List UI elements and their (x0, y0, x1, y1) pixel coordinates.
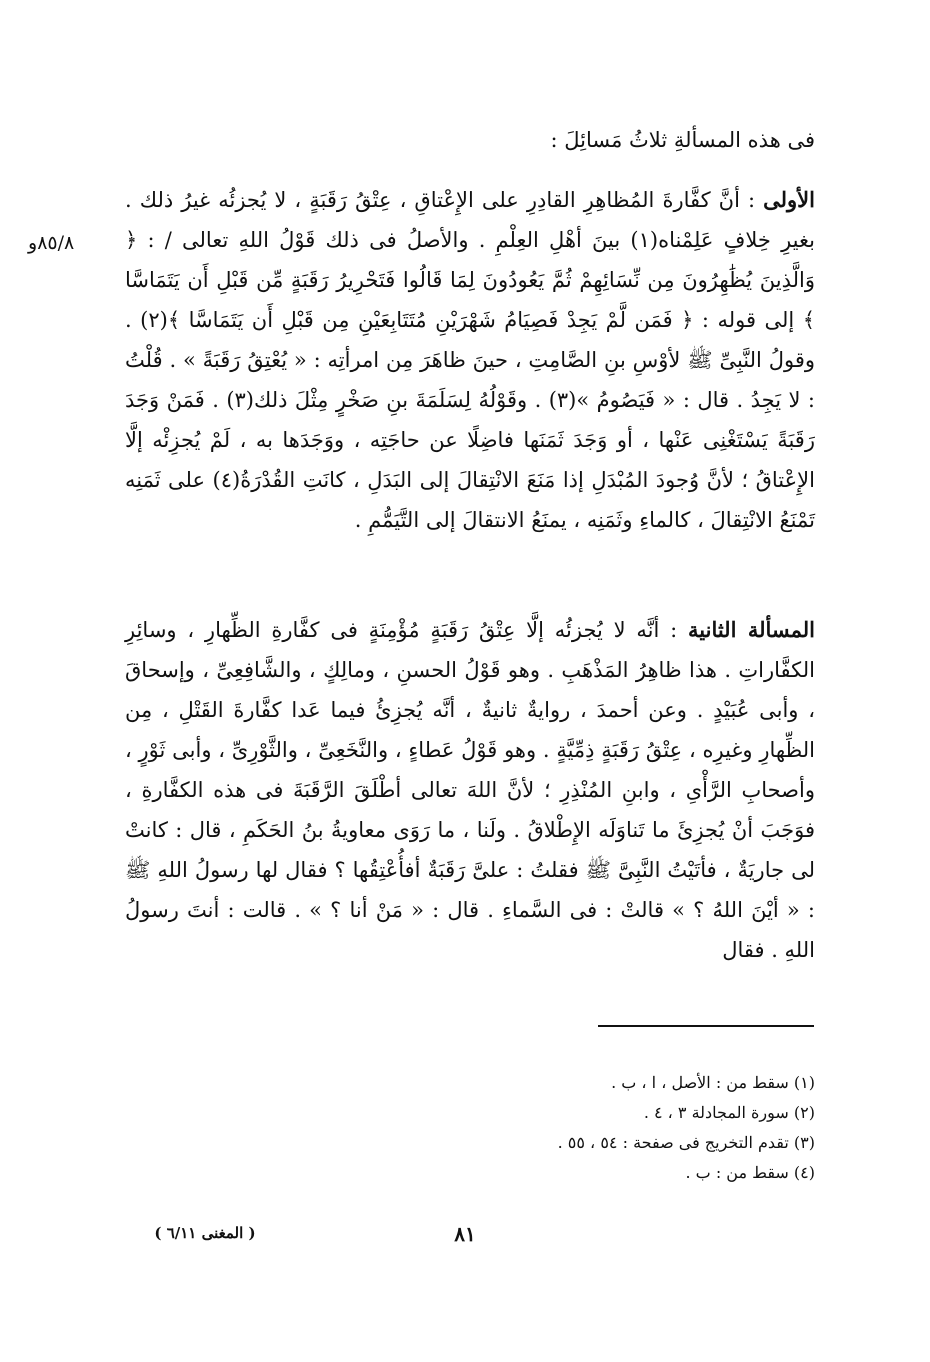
second-issue-paragraph (125, 610, 815, 970)
intro-line: فى هذه المسألةِ ثلاثُ مَسائِلَ : (550, 128, 815, 152)
margin-folio-note: ٨٥/٨و (28, 232, 75, 254)
footnote-item: (١) سقط من : الأصل ، ا ، ب . (611, 1073, 815, 1092)
footnote-separator (598, 1025, 814, 1027)
footnotes (420, 1068, 815, 1188)
volume-signature: ( المغنى ٦/١١ ) (154, 1224, 256, 1242)
first-issue-text: : أنَّ كفَّارةَ المُظاهِرِ القادِرِ على الإِعْتاقِ ، عِتْقُ رَقَبَةٍ ، لا يُجزئُه غيرُ ذلك . بغيرِ خِلافٍ عَلِمْناه(١) بينَ أهْلِ العِلْمِ . والأصلُ فى ذلك قَوْلُ اللهِ تعالى / : ﴿ وَالَّذِينَ يُظَٰهِرُونَ مِن نِّسَائِهِمْ ثُمَّ يَعُودُونَ لِمَا قَالُوا فَتَحْرِيرُ رَقَبَةٍ مِّن قَبْلِ أَن يَتَمَاسَّا ﴾ إلى قوله : ﴿ فَمَن لَّمْ يَجِدْ فَصِيَامُ شَهْرَيْنِ مُتَتَابِعَيْنِ مِن قَبْلِ أَن يَتَمَاسَّا ﴾(٢) . وقولُ النَّبِىِّ ﷺ لأوْسِ بنِ الصَّامِتِ ، حينَ ظاهَرَ مِن امرأتِه : « يُعْتِقُ رَقَبَةً » . قُلْتُ : لا يَجِدُ . قال : « فَيَصُومُ »(٣) . وقَوْلُهُ لِسَلَمَةَ بنِ صَخْرٍ مِثْلَ ذلك(٣) . فَمَنْ وَجَدَ رَقَبَةً يَسْتَغْنِى عَنْها ، أو وَجَدَ ثَمَنَها فاضِلًا عن حاجَتِه ، ووَجَدَها به ، لَمْ يُجزِئْه إلَّا الإِعْتاقُ ؛ لأنَّ وُجودَ المُبْدَلِ إذا مَنَعَ الانْتِقالَ إلى البَدَلِ ، كانَتِ القُدْرَةُ(٤) على ثَمَنِه تَمْنَعُ الانْتِقالَ ، كالماءِ وثَمَنِه ، يمنَعُ الانتقالَ إلى التَّيَمُّمِ . (125, 188, 816, 532)
footnote-item: (٤) سقط من : ب . (685, 1163, 815, 1182)
page-number: ٨١ (454, 1222, 476, 1246)
first-issue-heading: الأولى (763, 187, 815, 212)
footnote-item: (٣) تقدم التخريج فى صفحة : ٥٤ ، ٥٥ . (557, 1133, 815, 1152)
second-issue-text: : أنَّه لا يُجزئُه إلَّا عِتْقُ رَقَبَةٍ مُؤْمِنَةٍ فى كفَّارةِ الظِّهارِ ، وسائِرِ الكفَّاراتِ . هذا ظاهِرُ المَذْهَبِ . وهو قَوْلُ الحسنِ ، ومالِكٍ ، والشَّافِعِىِّ ، وإسحاقَ ، وأبى عُبَيْدٍ . وعن أحمدَ ، روايةٌ ثانيةٌ ، أنَّه يُجزِئُ فيما عَدا كفَّارةَ القَتْلِ ، مِن الظِّهارِ وغيرِه ، عِتْقُ رَقَبَةٍ ذِمِّيَّةٍ . وهو قَوْلُ عَطاءٍ ، والنَّخَعِىِّ ، والثَّوْرِىِّ ، وأبى ثَوْرٍ ، وأصحابِ الرَّأْىِ ، وابنِ المُنْذِرِ ؛ لأنَّ اللهَ تعالى أطْلَقَ الرَّقَبَةَ فى هذه الكفَّارةِ ، فوَجَبَ أنْ يُجزِئَ ما تَناوَلَه الإِطْلاقُ . ولَنا ، ما رَوَى معاويةُ بنُ الحَكَمِ ، قال : كانتْ لى جاريَةٌ ، فأتَيْتُ النَّبِىَّ ﷺ فقلتُ : علىَّ رَقَبَةٌ أفأُعْتِقُها ؟ فقال لها رسولُ اللهِ ﷺ : « أيْنَ اللهُ ؟ » قالتْ : فى السَّماءِ . قال : « مَنْ أنا ؟ » . قالت : أنتَ رسولُ اللهِ . فقال (125, 618, 815, 962)
second-issue-heading: المسألة الثانية (688, 617, 815, 642)
footnote-item: (٢) سورة المجادلة ٣ ، ٤ . (643, 1103, 815, 1122)
first-issue-paragraph (125, 180, 815, 540)
